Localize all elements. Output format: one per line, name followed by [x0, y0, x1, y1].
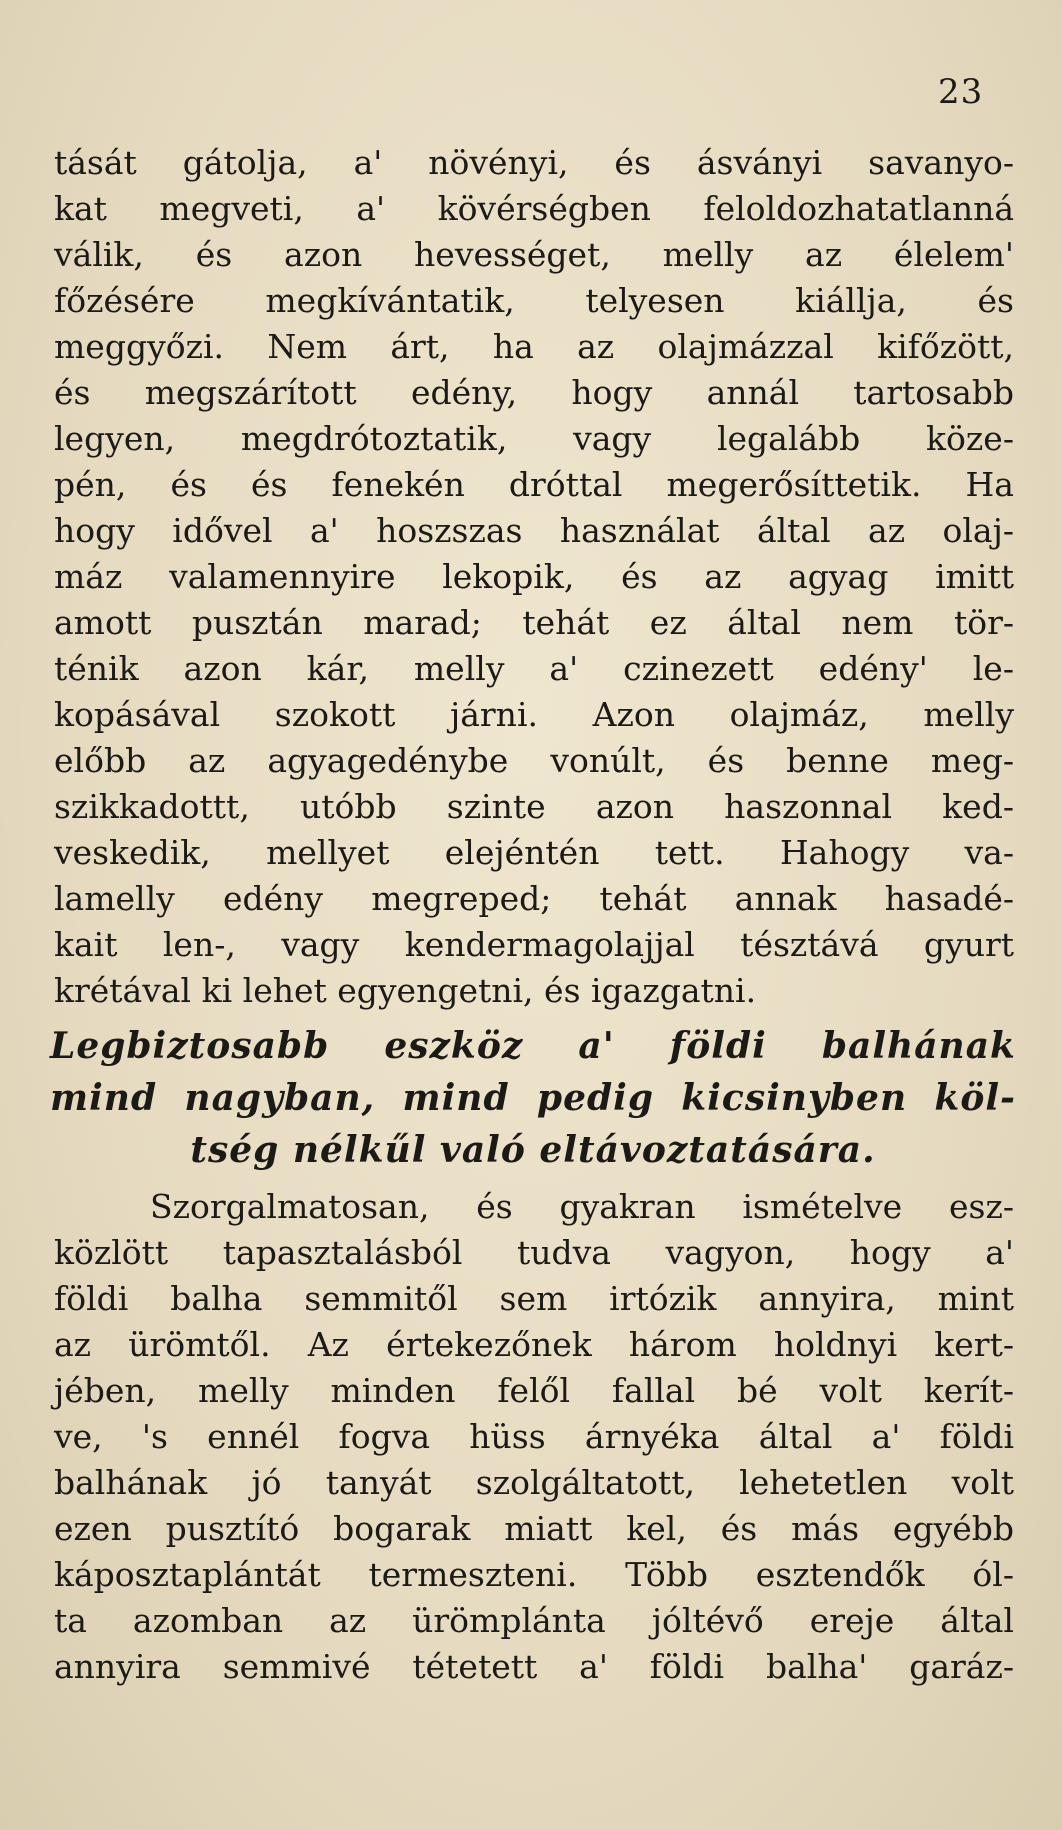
text-line: és megszárított edény, hogy annál tartosabb — [54, 373, 1014, 412]
heading-line: tség nélkűl való eltávoztatására. — [190, 1129, 876, 1171]
text-line: máz valamennyire lekopik, és az agyag imitt — [54, 557, 1014, 596]
paragraph-continued — [54, 140, 1014, 1014]
text-line: pén, és és fenekén dróttal megerősíttetik. Ha — [54, 465, 1014, 504]
text-line: annyira semmivé tétetett a' földi balha' garáz- — [54, 1647, 1014, 1686]
text-line: szikkadottt, utóbb szinte azon haszonnal ked- — [54, 787, 1014, 826]
text-line: ténik azon kár, melly a' czinezett edény' le- — [54, 649, 1014, 688]
text-line: ezen pusztító bogarak miatt kel, és más egyébb — [54, 1509, 1014, 1548]
text-line: kait len-, vagy kendermagolajjal tésztává gyurt — [54, 925, 1014, 964]
text-line: kopásával szokott járni. Azon olajmáz, melly — [54, 695, 1014, 734]
text-line: kat megveti, a' kövérségben feloldozhatatlanná — [54, 189, 1014, 228]
text-line: főzésére megkívántatik, telyesen kiállja, és — [54, 281, 1014, 320]
text-line: jében, melly minden felől fallal bé volt kerít- — [54, 1371, 1014, 1410]
text-line: balhának jó tanyát szolgáltatott, lehetetlen volt — [54, 1463, 1014, 1502]
text-line: legyen, megdrótoztatik, vagy legalább köze- — [54, 419, 1014, 458]
heading-line: Legbiztosabb eszköz a' földi balhának — [50, 1025, 1016, 1067]
section-heading — [50, 1020, 1016, 1176]
text-line: meggyőzi. Nem árt, ha az olajmázzal kifőzött, — [54, 327, 1014, 366]
text-line: tását gátolja, a' növényi, és ásványi savanyo- — [54, 143, 1014, 182]
text-line: káposztaplántát termeszteni. Több esztendők ól- — [54, 1555, 1014, 1594]
text-line: hogy idővel a' hoszszas használat által az olaj- — [54, 511, 1014, 550]
text-line: lamelly edény megreped; tehát annak hasadé- — [54, 879, 1014, 918]
text-line: közlött tapasztalásból tudva vagyon, hogy a' — [54, 1233, 1014, 1272]
text-line: előbb az agyagedénybe vonúlt, és benne meg- — [54, 741, 1014, 780]
text-line: Szorgalmatosan, és gyakran ismételve esz- — [150, 1187, 1014, 1226]
paragraph — [54, 1184, 1014, 1690]
text-line: földi balha semmitől sem irtózik annyira, mint — [54, 1279, 1014, 1318]
page-number: 23 — [938, 72, 984, 112]
text-line: krétával ki lehet egyengetni, és igazgatni. — [54, 971, 757, 1010]
text-line: veskedik, mellyet elejéntén tett. Hahogy va- — [54, 833, 1014, 872]
text-line: ve, 's ennél fogva hüss árnyéka által a' földi — [54, 1417, 1014, 1456]
text-line: az ürömtől. Az értekezőnek három holdnyi kert- — [54, 1325, 1014, 1364]
heading-line: mind nagyban, mind pedig kicsinyben köl- — [50, 1077, 1016, 1119]
text-line: ta azomban az ürömplánta jóltévő ereje által — [54, 1601, 1014, 1640]
text-line: amott pusztán marad; tehát ez által nem tör- — [54, 603, 1014, 642]
text-line: válik, és azon hevességet, melly az élelem' — [54, 235, 1014, 274]
